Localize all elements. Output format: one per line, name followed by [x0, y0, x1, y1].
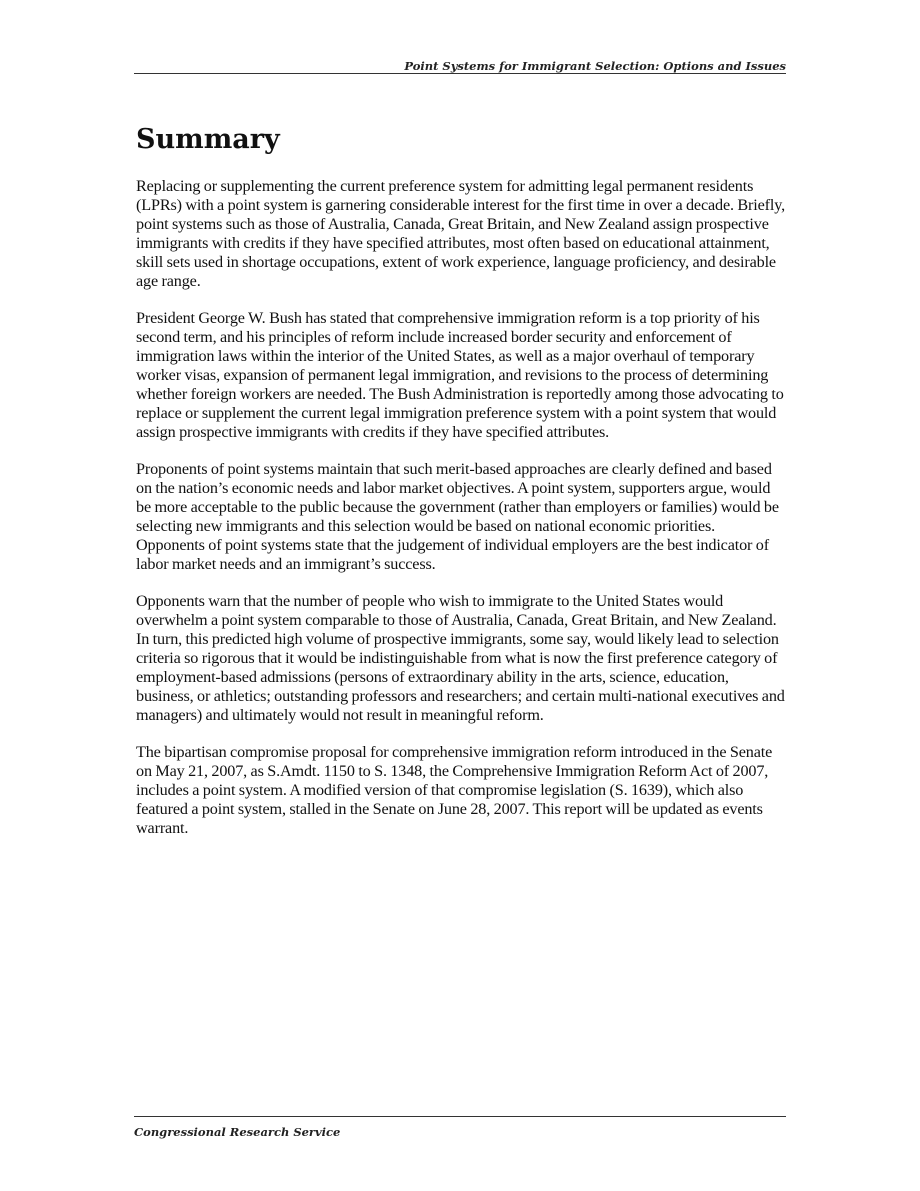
paragraph-opponents: Opponents warn that the number of people who wish to immigrate to the United States would overwhelm a point system comparable to those of Australia, Canada, Great Britain, and New Zealand. In turn, this predicted high volume of prospective immigrants, some say, would likely lead to selection criteria so rigorous that it would be indistinguishable from what is now the first preference category of employment-based admissions (persons of extraordinary ability in the arts, science, education, business, or athletics; outstanding professors and researchers; and certain multi-national executives and managers) and ultimately would not result in meaningful reform. — [136, 592, 785, 724]
footer-organization: Congressional Research Service — [134, 1125, 341, 1139]
running-header-title: Point Systems for Immigrant Selection: Options and Issues — [404, 59, 786, 73]
paragraph-overview: Replacing or supplementing the current preference system for admitting legal permanent residents (LPRs) with a point system is garnering considerable interest for the first time in over a decade. Briefly, point systems such as those of Australia, Canada, Great Britain, and New Zealand assign prospective immigrants with credits if they have specified attributes, most often based on educational attainment, skill sets used in shortage occupations, extent of work experience, language proficiency, and desirable age range. — [136, 177, 786, 290]
paragraph-proponents: Proponents of point systems maintain that such merit-based approaches are clearly defined and based on the nation’s economic needs and labor market objectives. A point system, supporters argue, would be more acceptable to the public because the government (rather than employers or families) would be selecting new immigrants and this selection would be based on national economic priorities. Opponents of point systems state that the judgement of individual employers are the best indicator of labor market needs and an immigrant’s success. — [136, 460, 779, 573]
summary-body — [136, 177, 786, 856]
page-title: Summary — [136, 124, 280, 155]
paragraph-administration: President George W. Bush has stated that comprehensive immigration reform is a top priority of his second term, and his principles of reform include increased border security and enforcement of immigration laws within the interior of the United States, as well as a major overhaul of temporary worker visas, expansion of permanent legal immigration, and revisions to the process of determining whether foreign workers are needed. The Bush Administration is reportedly among those advocating to replace or supplement the current legal immigration preference system with a point system that would assign prospective immigrants with credits if they have specified attributes. — [136, 309, 784, 441]
paragraph-legislation: The bipartisan compromise proposal for comprehensive immigration reform introduced in the Senate on May 21, 2007, as S.Amdt. 1150 to S. 1348, the Comprehensive Immigration Reform Act of 2007, includes a point system. A modified version of that compromise legislation (S. 1639), which also featured a point system, stalled in the Senate on June 28, 2007. This report will be updated as events warrant. — [136, 743, 773, 837]
running-header — [134, 55, 786, 74]
running-footer — [134, 1116, 786, 1141]
